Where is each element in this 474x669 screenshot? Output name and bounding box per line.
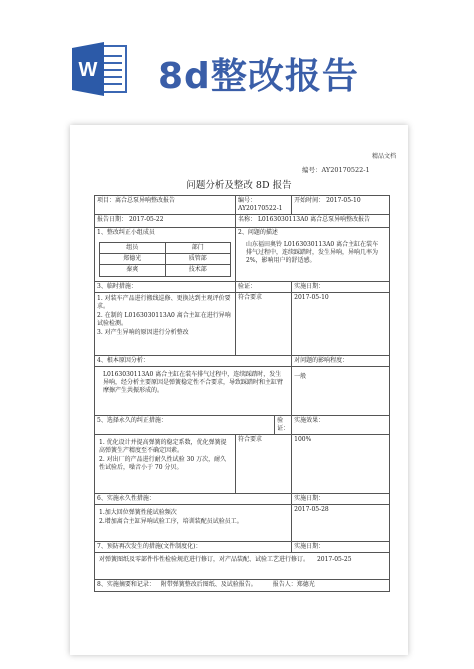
section-5-body: 1. 优化设计并提高弹簧的稳定系数，优化弹簧提高弹簧生产精度至不确定因素。 2. 对出厂的产品进行耐久性试验 30 万次，耐久性试验后，噪音小于 70 分贝。 符合要求 100%: [95, 434, 390, 493]
row-project: 项目：离合总泵异响整改报告 编号：AY20170522-1 开始时间： 2017-05-10: [95, 196, 390, 215]
section-1-2: 1、整改纠正小组成员 组员 部门 郑德光 质管部 秦爽 技术部 2、问题的描述 山东福田奥铃 L0163030113A0 离合主缸在装车排气过程中，连续踩踏时，发生异响，异响几率为2%，影响用户的舒适感。: [95, 228, 390, 281]
row-report-date: 报告日期： 2017-05-22 名称： L0163030113A0 离合总泵异响整改报告: [95, 215, 390, 228]
section-4-header: 4、根本原因分析： 对问题的影响程度：: [95, 355, 390, 366]
page-title: 8d整改报告: [158, 56, 359, 97]
banner: [0, 0, 474, 118]
document-title: 问题分析及整改 8D 报告: [186, 180, 292, 191]
section-7-body: 对弹簧图纸及零部件作性检验规范进行修订，对产品装配、试验工艺进行修订。 2017-05-25: [95, 553, 390, 580]
section-8: 8、实施摘要和记录： 附带弹簧整改后图纸、及试验报告。 报告人：郑德光: [95, 580, 390, 592]
document-page: [70, 125, 408, 655]
corner-label: 精品文档: [371, 153, 396, 160]
section-3-header: 3、临时措施： 验证： 实施日期：: [95, 281, 390, 292]
svg-text:W: W: [78, 59, 98, 81]
section-7-header: 7、预防再次发生的措施(文件制度化)： 实施日期：: [95, 542, 390, 553]
section-3-body: 1. 对装车产品进行搬线巡修、更换达到主观评价要求。 2. 在制的 L0163030113A0 离合主缸在进行异响试验检测。 3. 对产生异响的原因进行分析整改 符合要求 2017-05-10: [95, 292, 390, 355]
section-6-header: 6、实施永久性措施： 实施日期：: [95, 493, 390, 504]
word-icon: [72, 40, 128, 98]
problem-description: 山东福田奥铃 L0163030113A0 离合主缸在装车排气过程中，连续踩踏时，发生异响，异响几率为2%，影响用户的舒适感。: [246, 241, 379, 265]
section-4-body: L0163030113A0 离合主缸在装车排气过程中，连续踩踏时，发生异响，经分析主要原因是弹簧稳定性不合要求，导致踩踏时和主缸臂摩擦产生共振形成的。 一般: [95, 366, 390, 415]
doc-number: 编号：AY20170522-1: [302, 166, 370, 174]
section-6-body: 1.加大回位弹簧性能试验频次 2.增加离合主缸异响试验工序，培训装配员试验员工。 2017-05-28: [95, 505, 390, 542]
report-form: [94, 195, 390, 592]
section-5-header: 5、选择永久的纠正措施： 验证： 实施效果：: [95, 415, 390, 434]
